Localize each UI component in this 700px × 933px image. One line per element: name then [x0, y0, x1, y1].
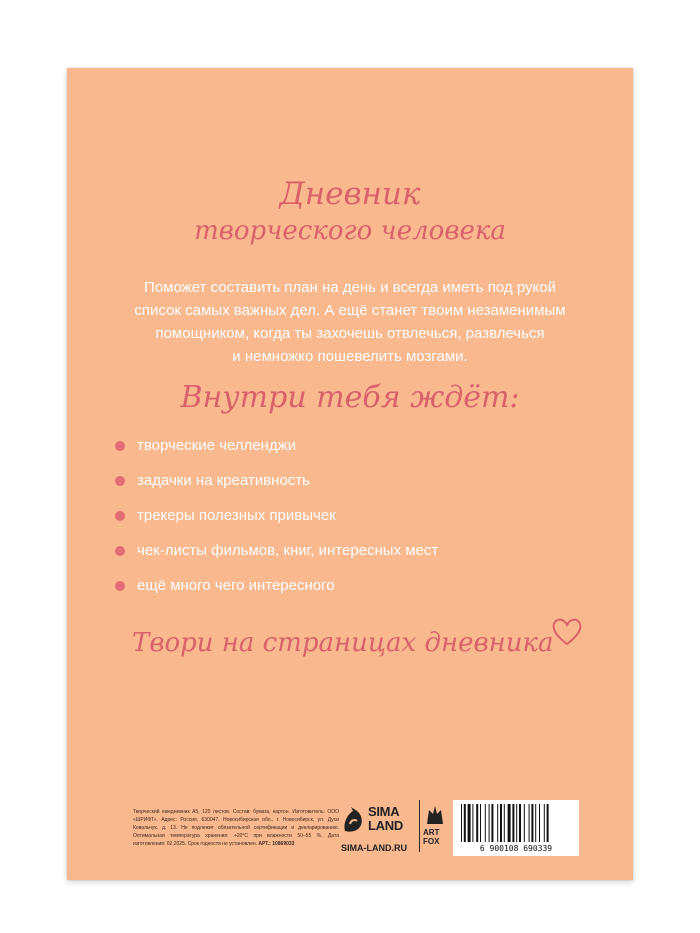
- bullet-dot-icon: [115, 476, 125, 486]
- list-item-text: чек-листы фильмов, книг, интересных мест: [137, 542, 439, 559]
- barcode-bar: [516, 804, 517, 842]
- barcode-bar: [504, 804, 505, 842]
- barcode-bar: [468, 804, 471, 842]
- brand-name-line: LAND: [368, 818, 403, 833]
- barcode-bar: [461, 804, 462, 842]
- barcode-bar: [508, 804, 511, 842]
- list-item-text: ещё много чего интересного: [137, 577, 335, 594]
- barcode-bar: [519, 804, 521, 842]
- intro-line: и немножко пошевелить мозгами.: [232, 348, 468, 365]
- article-number: АРТ.: 10869033: [258, 841, 295, 847]
- heart-outline-icon: [549, 613, 585, 649]
- barcode-bar: [531, 804, 533, 842]
- barcode-bar: [529, 804, 530, 842]
- barcode-bar: [512, 804, 514, 842]
- barcode-bar: [544, 804, 545, 842]
- barcode-bar: [464, 804, 466, 842]
- bullet-dot-icon: [115, 441, 125, 451]
- list-item-text: задачки на креативность: [137, 472, 310, 489]
- bullet-dot-icon: [115, 546, 125, 556]
- intro-line: помощником, когда ты захочешь отвлечься, развлечься: [155, 325, 545, 342]
- barcode-bar: [480, 804, 481, 842]
- brand-name: [368, 805, 403, 833]
- bullet-dot-icon: [115, 511, 125, 521]
- barcode-bar: [476, 804, 478, 842]
- list-item-text: трекеры полезных привычек: [137, 507, 336, 524]
- barcode-bar: [497, 804, 498, 842]
- barcode-bars: [453, 800, 579, 844]
- divider: [419, 800, 420, 852]
- barcode-bar: [535, 804, 536, 842]
- inside-heading: Внутри тебя ждёт:: [180, 380, 520, 415]
- artfox-brand: [423, 802, 449, 852]
- barcode-bar: [491, 804, 493, 842]
- barcode-digits: 6 900108 690339: [479, 844, 553, 853]
- sima-land-fox-logo-icon: [341, 805, 365, 835]
- sima-land-brand: [341, 801, 427, 857]
- legal-info: [133, 808, 339, 848]
- notebook-back-cover: [67, 68, 633, 880]
- barcode-bar: [500, 804, 502, 842]
- barcode-bar: [524, 804, 525, 842]
- title-line-1: Дневник: [279, 176, 421, 212]
- bullet-dot-icon: [115, 581, 125, 591]
- barcode-bar: [472, 804, 473, 842]
- barcode-bar: [539, 804, 540, 842]
- brand-url: SIMA-LAND.RU: [341, 843, 407, 853]
- intro-line: список самых важных дел. А ещё станет твоим незаменимым: [134, 302, 566, 319]
- brand-name-line: SIMA: [368, 804, 400, 819]
- title-line-2: творческого человека: [194, 216, 506, 246]
- barcode: [453, 800, 579, 856]
- legal-text: Творческий ежедневник А5, 120 листов. Состав: бумага, картон. Изготовитель: ООО «ШРИФТ». Адрес: Россия, 630047, Новосибирская обл., г. Новосибирск, ул. Дуси Ковальчук, д. 13. Не подлежит обязательной сертификации и декларированию. Оптимальная температура хранения: +20°С при влажности 50–55 %. Дата изготовления: 02.2025. Срок годности не установлен.: [133, 809, 339, 847]
- intro-line: Поможет составить план на день и всегда иметь под рукой: [144, 279, 556, 296]
- cta-slogan: Твори на страницах дневника: [132, 628, 554, 658]
- artfox-logo-icon: [423, 802, 447, 826]
- barcode-bar: [485, 804, 486, 842]
- intro-paragraph: [107, 276, 593, 368]
- artfox-line: ART: [423, 828, 440, 837]
- list-item-text: творческие челленджи: [137, 437, 297, 454]
- barcode-bar: [547, 804, 549, 842]
- barcode-bar: [489, 804, 490, 842]
- artfox-text: [423, 828, 439, 846]
- artfox-line: FOX: [423, 837, 440, 846]
